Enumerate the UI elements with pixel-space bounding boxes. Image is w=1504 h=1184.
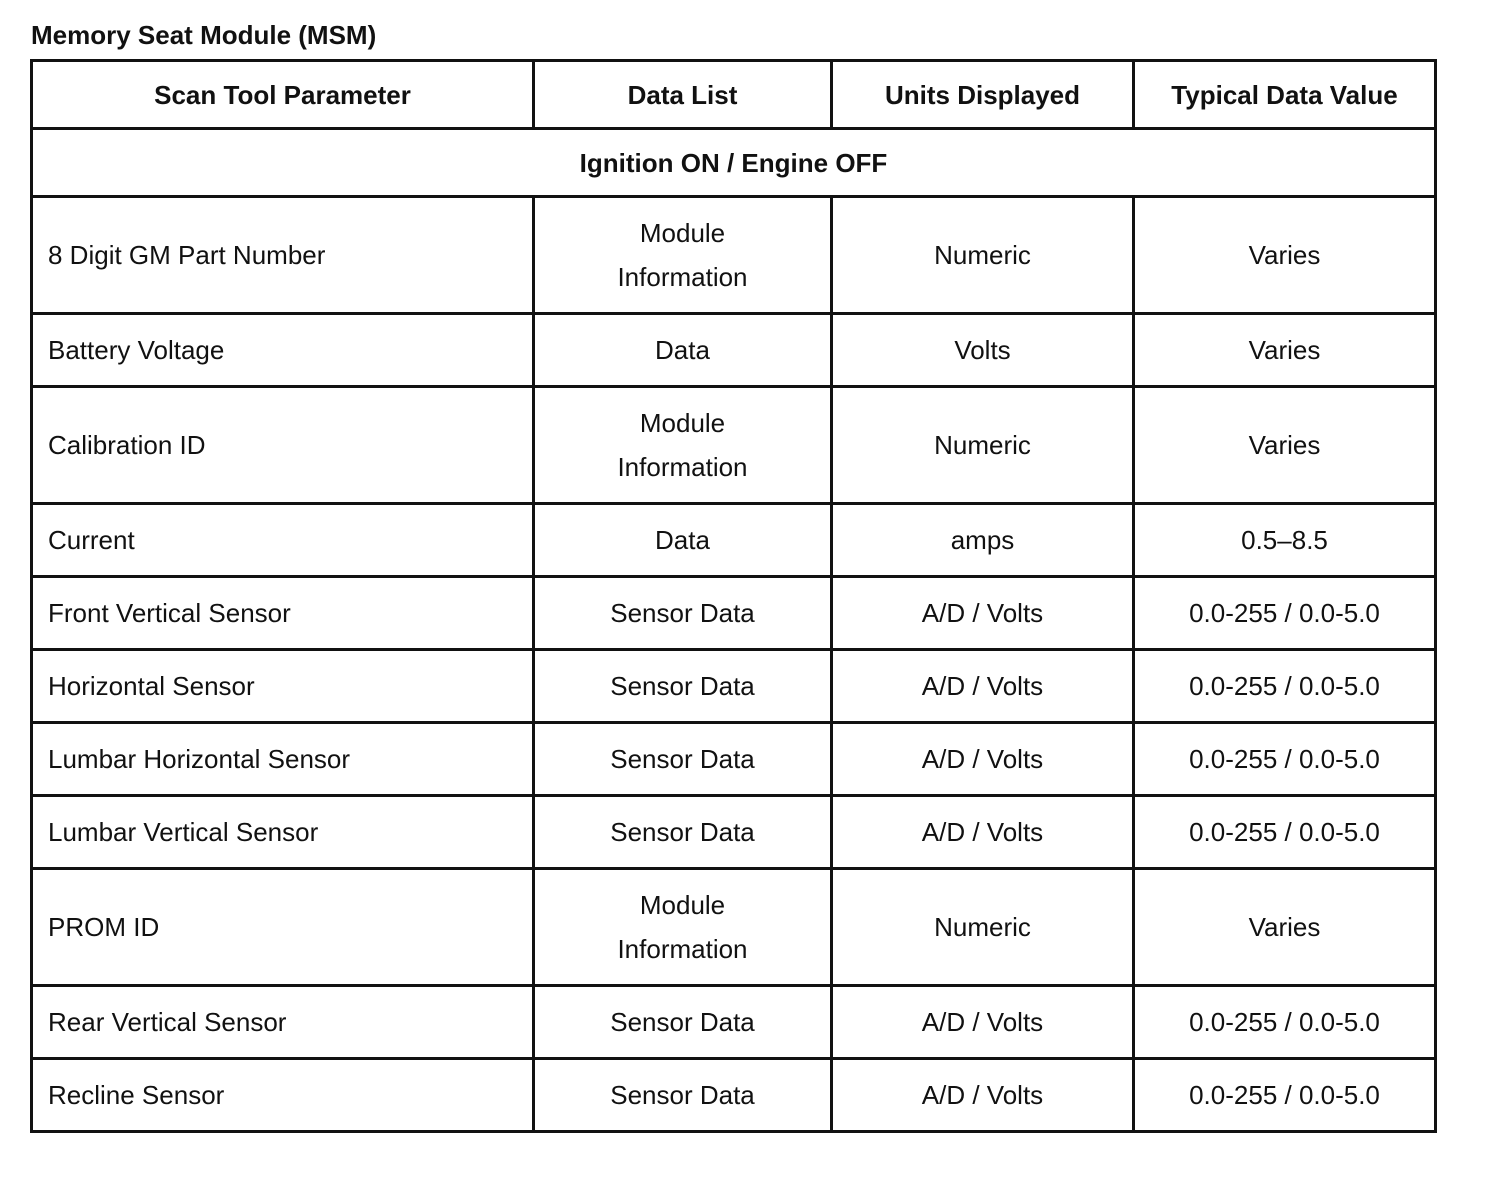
data-list-cell: Sensor Data xyxy=(534,986,832,1059)
value-cell: Varies xyxy=(1134,869,1436,986)
units-cell: amps xyxy=(832,504,1134,577)
data-list-cell: Sensor Data xyxy=(534,723,832,796)
units-cell: Numeric xyxy=(832,387,1134,504)
table-row xyxy=(32,1059,1436,1132)
parameter-cell: Front Vertical Sensor xyxy=(32,577,534,650)
table-row xyxy=(32,577,1436,650)
parameter-cell: PROM ID xyxy=(32,869,534,986)
value-cell: Varies xyxy=(1134,387,1436,504)
value-cell: 0.0-255 / 0.0-5.0 xyxy=(1134,723,1436,796)
parameter-cell: Horizontal Sensor xyxy=(32,650,534,723)
value-cell: 0.0-255 / 0.0-5.0 xyxy=(1134,577,1436,650)
table-row xyxy=(32,314,1436,387)
header-scan-tool-parameter: Scan Tool Parameter xyxy=(32,61,534,129)
table-row xyxy=(32,504,1436,577)
units-cell: Numeric xyxy=(832,869,1134,986)
header-typical-data-value: Typical Data Value xyxy=(1134,61,1436,129)
table-row xyxy=(32,387,1436,504)
header-data-list: Data List xyxy=(534,61,832,129)
header-units-displayed: Units Displayed xyxy=(832,61,1134,129)
value-cell: 0.5–8.5 xyxy=(1134,504,1436,577)
parameter-cell: Lumbar Horizontal Sensor xyxy=(32,723,534,796)
table-row xyxy=(32,723,1436,796)
value-cell: Varies xyxy=(1134,314,1436,387)
units-cell: A/D / Volts xyxy=(832,723,1134,796)
table-row xyxy=(32,197,1436,314)
data-list-cell: Sensor Data xyxy=(534,577,832,650)
value-cell: 0.0-255 / 0.0-5.0 xyxy=(1134,986,1436,1059)
parameter-cell: Rear Vertical Sensor xyxy=(32,986,534,1059)
section-label: Ignition ON / Engine OFF xyxy=(32,129,1436,197)
table-row xyxy=(32,986,1436,1059)
value-cell: 0.0-255 / 0.0-5.0 xyxy=(1134,796,1436,869)
data-list-line2: Information xyxy=(617,934,748,964)
table-row xyxy=(32,869,1436,986)
data-list-cell xyxy=(534,869,832,986)
data-list-cell xyxy=(534,197,832,314)
data-list-line1: Module xyxy=(639,408,726,438)
value-cell: 0.0-255 / 0.0-5.0 xyxy=(1134,650,1436,723)
parameter-cell: Calibration ID xyxy=(32,387,534,504)
section-row xyxy=(32,129,1436,197)
table-header-row xyxy=(32,61,1436,129)
data-list-cell: Sensor Data xyxy=(534,796,832,869)
data-list-cell: Sensor Data xyxy=(534,650,832,723)
value-cell: Varies xyxy=(1134,197,1436,314)
units-cell: A/D / Volts xyxy=(832,986,1134,1059)
data-list-line2: Information xyxy=(617,452,748,482)
units-cell: A/D / Volts xyxy=(832,650,1134,723)
data-list-cell: Sensor Data xyxy=(534,1059,832,1132)
units-cell: A/D / Volts xyxy=(832,577,1134,650)
parameter-cell: Recline Sensor xyxy=(32,1059,534,1132)
parameter-cell: Lumbar Vertical Sensor xyxy=(32,796,534,869)
parameter-cell: Battery Voltage xyxy=(32,314,534,387)
table-row xyxy=(32,796,1436,869)
units-cell: A/D / Volts xyxy=(832,1059,1134,1132)
data-list-cell: Data xyxy=(534,504,832,577)
data-list-line1: Module xyxy=(639,218,726,248)
data-list-line2: Information xyxy=(617,262,748,292)
units-cell: Numeric xyxy=(832,197,1134,314)
data-list-cell xyxy=(534,387,832,504)
value-cell: 0.0-255 / 0.0-5.0 xyxy=(1134,1059,1436,1132)
document-title: Memory Seat Module (MSM) xyxy=(31,20,377,50)
data-list-cell: Data xyxy=(534,314,832,387)
units-cell: A/D / Volts xyxy=(832,796,1134,869)
parameter-cell: 8 Digit GM Part Number xyxy=(32,197,534,314)
parameter-cell: Current xyxy=(32,504,534,577)
table-row xyxy=(32,650,1436,723)
scan-tool-data-table xyxy=(30,59,1437,1133)
units-cell: Volts xyxy=(832,314,1134,387)
data-list-line1: Module xyxy=(639,890,726,920)
